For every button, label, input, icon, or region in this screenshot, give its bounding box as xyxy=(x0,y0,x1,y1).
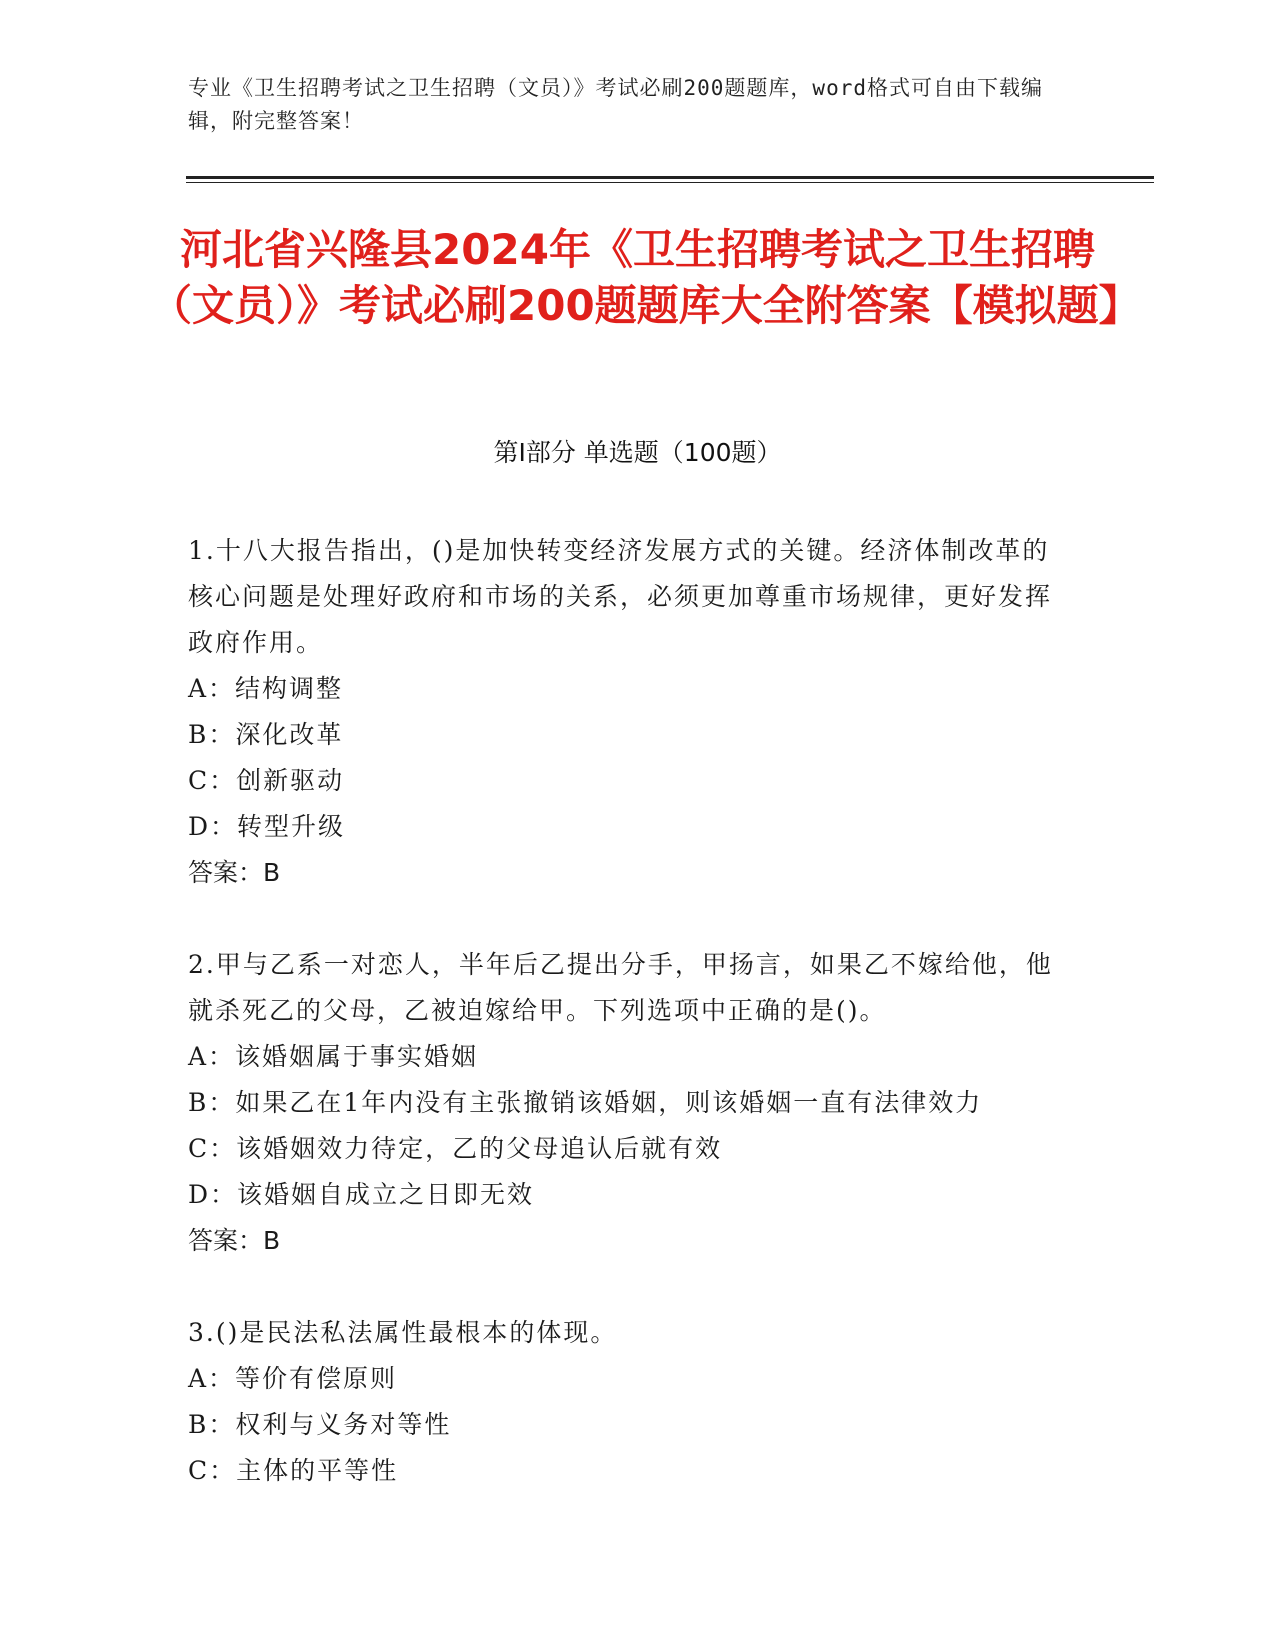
document-title: 河北省兴隆县2024年《卫生招聘考试之卫生招聘（文员）》考试必刷200题题库大全附答案【模拟题】 xyxy=(150,225,1141,330)
option-d: D：该婚姻自成立之日即无效 xyxy=(188,1180,535,1209)
option-b: B：如果乙在1年内没有主张撤销该婚姻，则该婚姻一直有法律效力 xyxy=(188,1088,983,1117)
answer-line: 答案：B xyxy=(188,858,281,887)
question-item xyxy=(188,942,1068,1264)
question-stem: 3.()是民法私法属性最根本的体现。 xyxy=(188,1318,618,1347)
option-c: C：主体的平等性 xyxy=(188,1456,399,1485)
header-rule-thin xyxy=(186,182,1154,183)
header-rule-thick xyxy=(186,176,1154,179)
option-a: A：等价有偿原则 xyxy=(188,1364,398,1393)
option-c: C：该婚姻效力待定，乙的父母追认后就有效 xyxy=(188,1134,723,1163)
option-b: B：权利与义务对等性 xyxy=(188,1410,452,1439)
option-c: C：创新驱动 xyxy=(188,766,345,795)
section-title: 第Ⅰ部分 单选题（100题） xyxy=(493,438,782,467)
option-a: A：该婚姻属于事实婚姻 xyxy=(188,1042,479,1071)
option-d: D：转型升级 xyxy=(188,812,346,841)
header-note: 专业《卫生招聘考试之卫生招聘（文员）》考试必刷200题题库，word格式可自由下载编辑，附完整答案！ xyxy=(188,76,1043,133)
question-stem: 1.十八大报告指出，()是加快转变经济发展方式的关键。经济体制改革的核心问题是处理好政府和市场的关系，必须更加尊重市场规律，更好发挥政府作用。 xyxy=(188,536,1053,657)
option-a: A：结构调整 xyxy=(188,674,344,703)
question-item xyxy=(188,528,1068,896)
answer-line: 答案：B xyxy=(188,1226,281,1255)
question-list xyxy=(188,528,1068,1540)
question-stem: 2.甲与乙系一对恋人，半年后乙提出分手，甲扬言，如果乙不嫁给他，他就杀死乙的父母，乙被迫嫁给甲。下列选项中正确的是()。 xyxy=(188,950,1053,1025)
option-b: B：深化改革 xyxy=(188,720,344,749)
question-item xyxy=(188,1310,1068,1494)
